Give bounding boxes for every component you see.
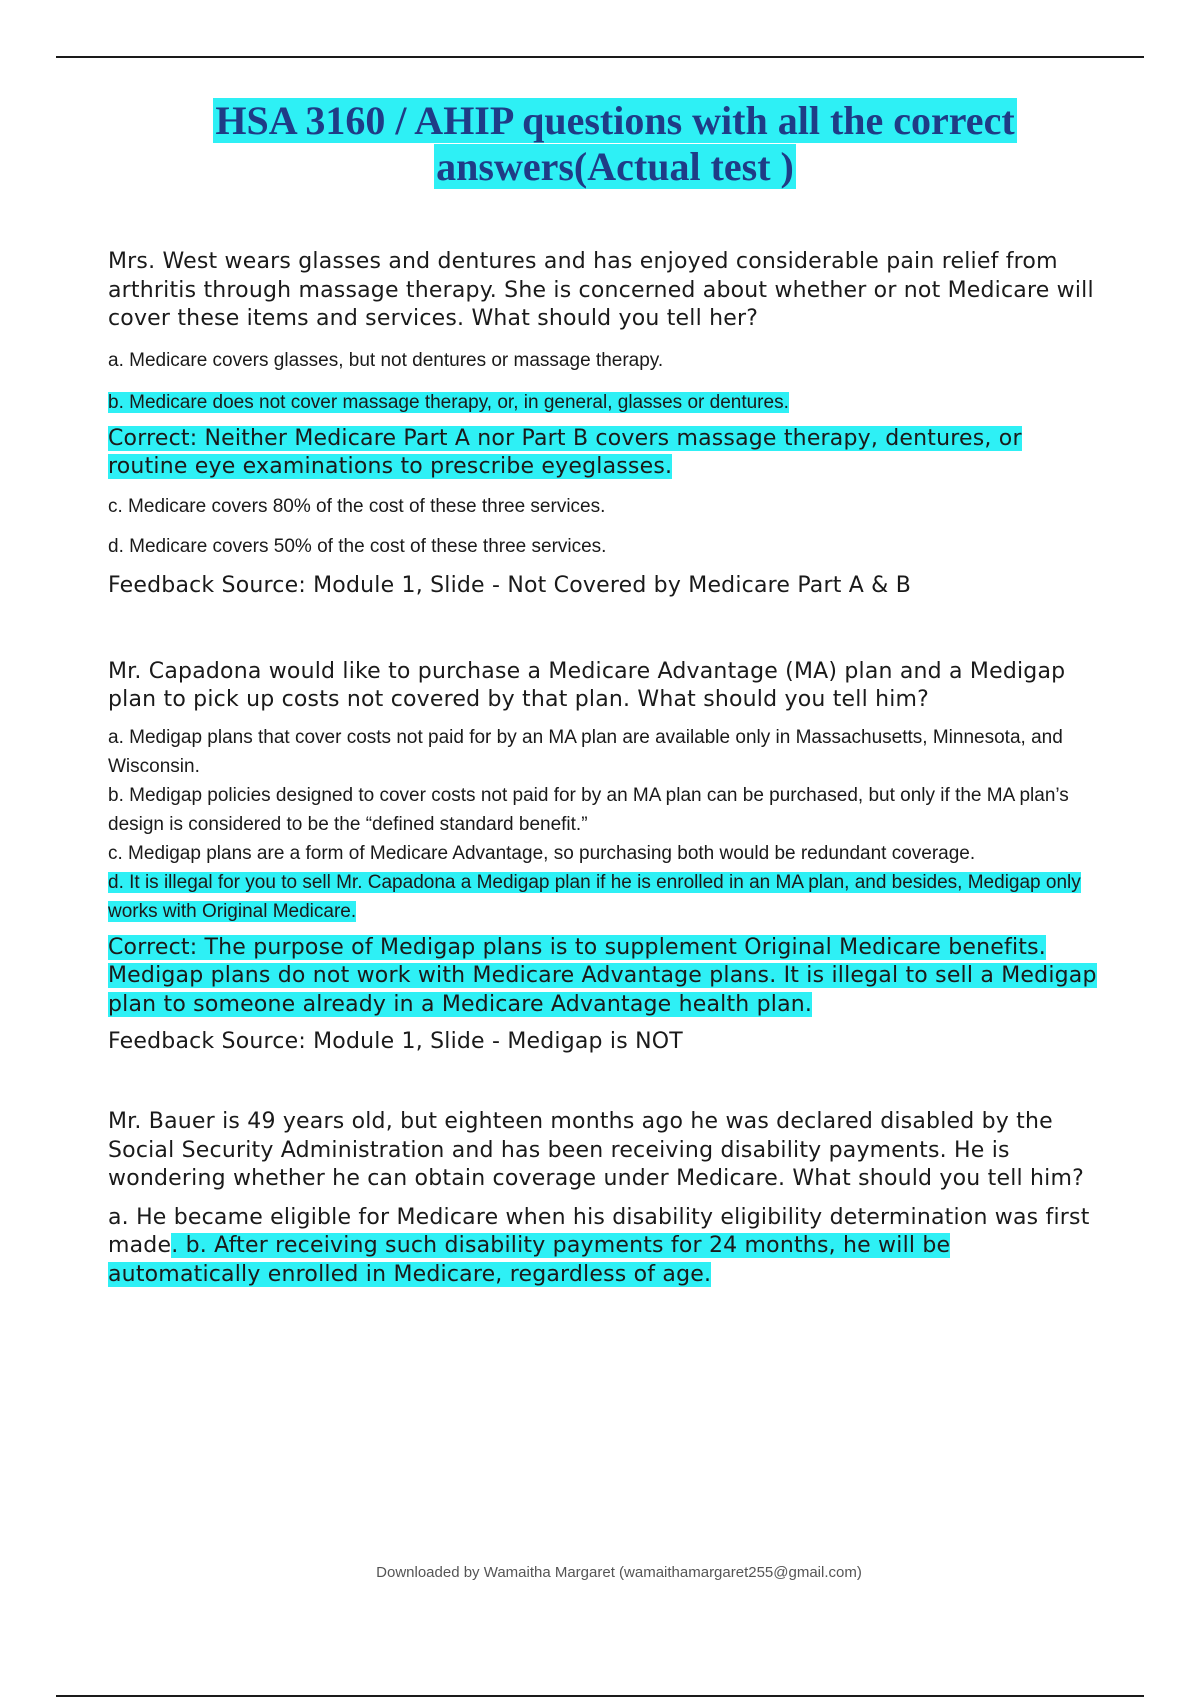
feedback-source: Feedback Source: Module 1, Slide - Medigap is NOT (108, 1029, 683, 1054)
answer-option-a: a. He became eligible for Medicare when his disability eligibility determination was first made (108, 1204, 1090, 1258)
answer-option-c: c. Medigap plans are a form of Medicare Advantage, so purchasing both would be redundant coverage. (108, 842, 976, 864)
answer-option-b: b. Medigap policies designed to cover costs not paid for by an MA plan can be purchased, but only if the MA plan’s design is considered to be the “defined standard benefit.” (108, 784, 1069, 835)
title-line-2: answers(Actual test ) (436, 144, 794, 189)
title-line-1: HSA 3160 / AHIP questions with all the correct (215, 98, 1015, 143)
answer-option-d-correct: d. It is illegal for you to sell Mr. Capadona a Medigap plan if he is enrolled in an MA plan, and besides, Medigap only works with Original Medicare. (108, 871, 1081, 922)
answer-paragraph (108, 1204, 1108, 1290)
answer-option-a: a. Medicare covers glasses, but not dentures or massage therapy. (108, 349, 664, 371)
question-text: Mr. Bauer is 49 years old, but eighteen months ago he was declared disabled by the Social Security Administration and has been receiving disability payments. He is wondering whether he can obtain coverage under Medicare. What should you tell him? (108, 1109, 1084, 1191)
top-rule (56, 56, 1144, 58)
question-block-2 (108, 658, 1108, 1057)
feedback-source: Feedback Source: Module 1, Slide - Not Covered by Medicare Part A & B (108, 572, 912, 598)
bottom-rule (56, 1695, 1144, 1697)
download-footer: Downloaded by Wamaitha Margaret (wamaithamargaret255@gmail.com) (376, 1564, 862, 1581)
question-text: Mrs. West wears glasses and dentures and has enjoyed considerable pain relief from arthritis through massage therapy. She is concerned about whether or not Medicare will cover these items and services. What should you tell her? (108, 249, 1094, 331)
answer-option-b-correct: . b. After receiving such disability payments for 24 months, he will be automatically enrolled in Medicare, regardless of age. (108, 1233, 951, 1287)
document-content (108, 248, 1108, 1289)
answer-option-a: a. Medigap plans that cover costs not paid for by an MA plan are available only in Massachusetts, Minnesota, and Wisconsin. (108, 726, 1063, 777)
correct-explanation: Correct: Neither Medicare Part A nor Part B covers massage therapy, dentures, or routine eye examinations to prescribe eyeglasses. (108, 425, 1022, 479)
question-block-1 (108, 248, 1108, 600)
document-title (60, 98, 1170, 190)
question-block-3 (108, 1108, 1108, 1289)
answer-option-b-correct: b. Medicare does not cover massage therapy, or, in general, glasses or dentures. (108, 391, 789, 413)
answer-option-c: c. Medicare covers 80% of the cost of these three services. (108, 495, 606, 517)
correct-explanation: Correct: The purpose of Medigap plans is to supplement Original Medicare benefits. Medigap plans do not work with Medicare Advantage plans. It is illegal to sell a Medigap plan to someone already in a Medicare Advantage health plan. (108, 934, 1097, 1017)
question-text: Mr. Capadona would like to purchase a Medicare Advantage (MA) plan and a Medigap plan to pick up costs not covered by that plan. What should you tell him? (108, 658, 1066, 712)
answer-option-d: d. Medicare covers 50% of the cost of these three services. (108, 535, 607, 557)
